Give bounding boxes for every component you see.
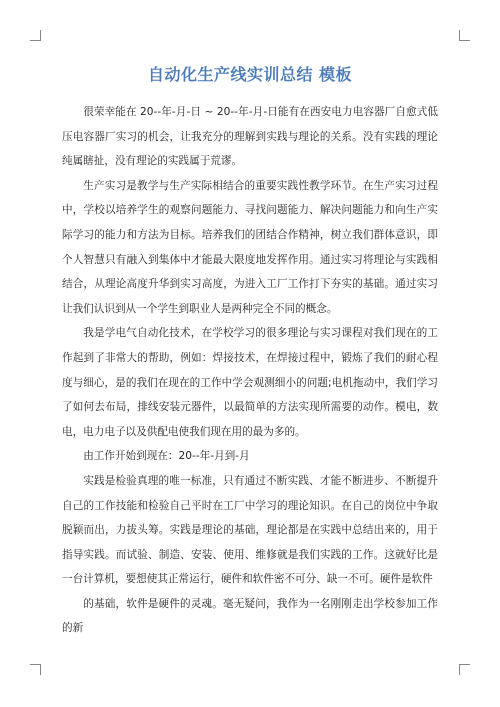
document-title: 自动化生产线实训总结 模板 (147, 65, 353, 84)
paragraph: 由工作开始到现在：20--年-月到-月 (83, 450, 250, 463)
paragraph: 生产实习是教学与生产实际相结合的重要实践性教学环节。在生产实习过程中，学校以培养学生的观察问题能力、寻找问题能力、解决问题能力和向生产实际学习的能力和方法为目标。培养我们的团结合作精神，树立我们群体意识，即个人智慧只有融入到集体中才能最大限度地发挥作用。通过实习将理论与实践相结合，从理论高度升华到实习高度，为进入工厂工作打下夯实的基础。通过实习让我们认识到从一个学生到职业人是两种完全不同的概念。 (62, 179, 438, 315)
paragraph: 很荣幸能在 20--年-月-日 ~ 20--年-月-日能有在西安电力电容器厂自愈式低压电容器厂实习的机会，让我充分的理解到实践与理论的关系。没有实践的理论纯属瞎扯，没有理论的实践属于荒谬。 (62, 106, 438, 168)
document-body (62, 100, 438, 641)
crop-mark-top-right (459, 30, 470, 41)
paragraph: 实践是检验真理的唯一标准，只有通过不断实践、才能不断进步、不断提升自己的工作技能和检验自己平时在工厂中学习的理论知识。在自己的岗位中争取脱颖而出，力拔头筹。实践是理论的基础，理论都是在实践中总结出来的，用于指导实践。而试验、制造、安装、使用、维修就是我们实践的工作。这就好比是一台计算机，要想使其正常运行，硬件和软件密不可分、缺一不可。硬件是软件 (62, 474, 438, 586)
paragraph: 我是学电气自动化技术，在学校学习的很多理论与实习课程对我们现在的工作起到了非常大的帮助，例如：焊接技术，在焊接过程中，锻炼了我们的耐心程度与细心，是的我们在现在的工作中学会观测细小的问题;电机拖动中，我们学习了如何去布局，排线安装元器件，以最简单的方法实现所需要的动作。模电，数电，电力电子以及供配电使我们现在用的最为多的。 (62, 327, 438, 438)
crop-mark-bottom-left (30, 664, 41, 675)
crop-mark-top-left (30, 30, 41, 41)
crop-mark-bottom-right (459, 664, 470, 675)
paragraph: 的基础，软件是硬件的灵魂。毫无疑问，我作为一名刚刚走出学校参加工作的新 (62, 597, 438, 635)
